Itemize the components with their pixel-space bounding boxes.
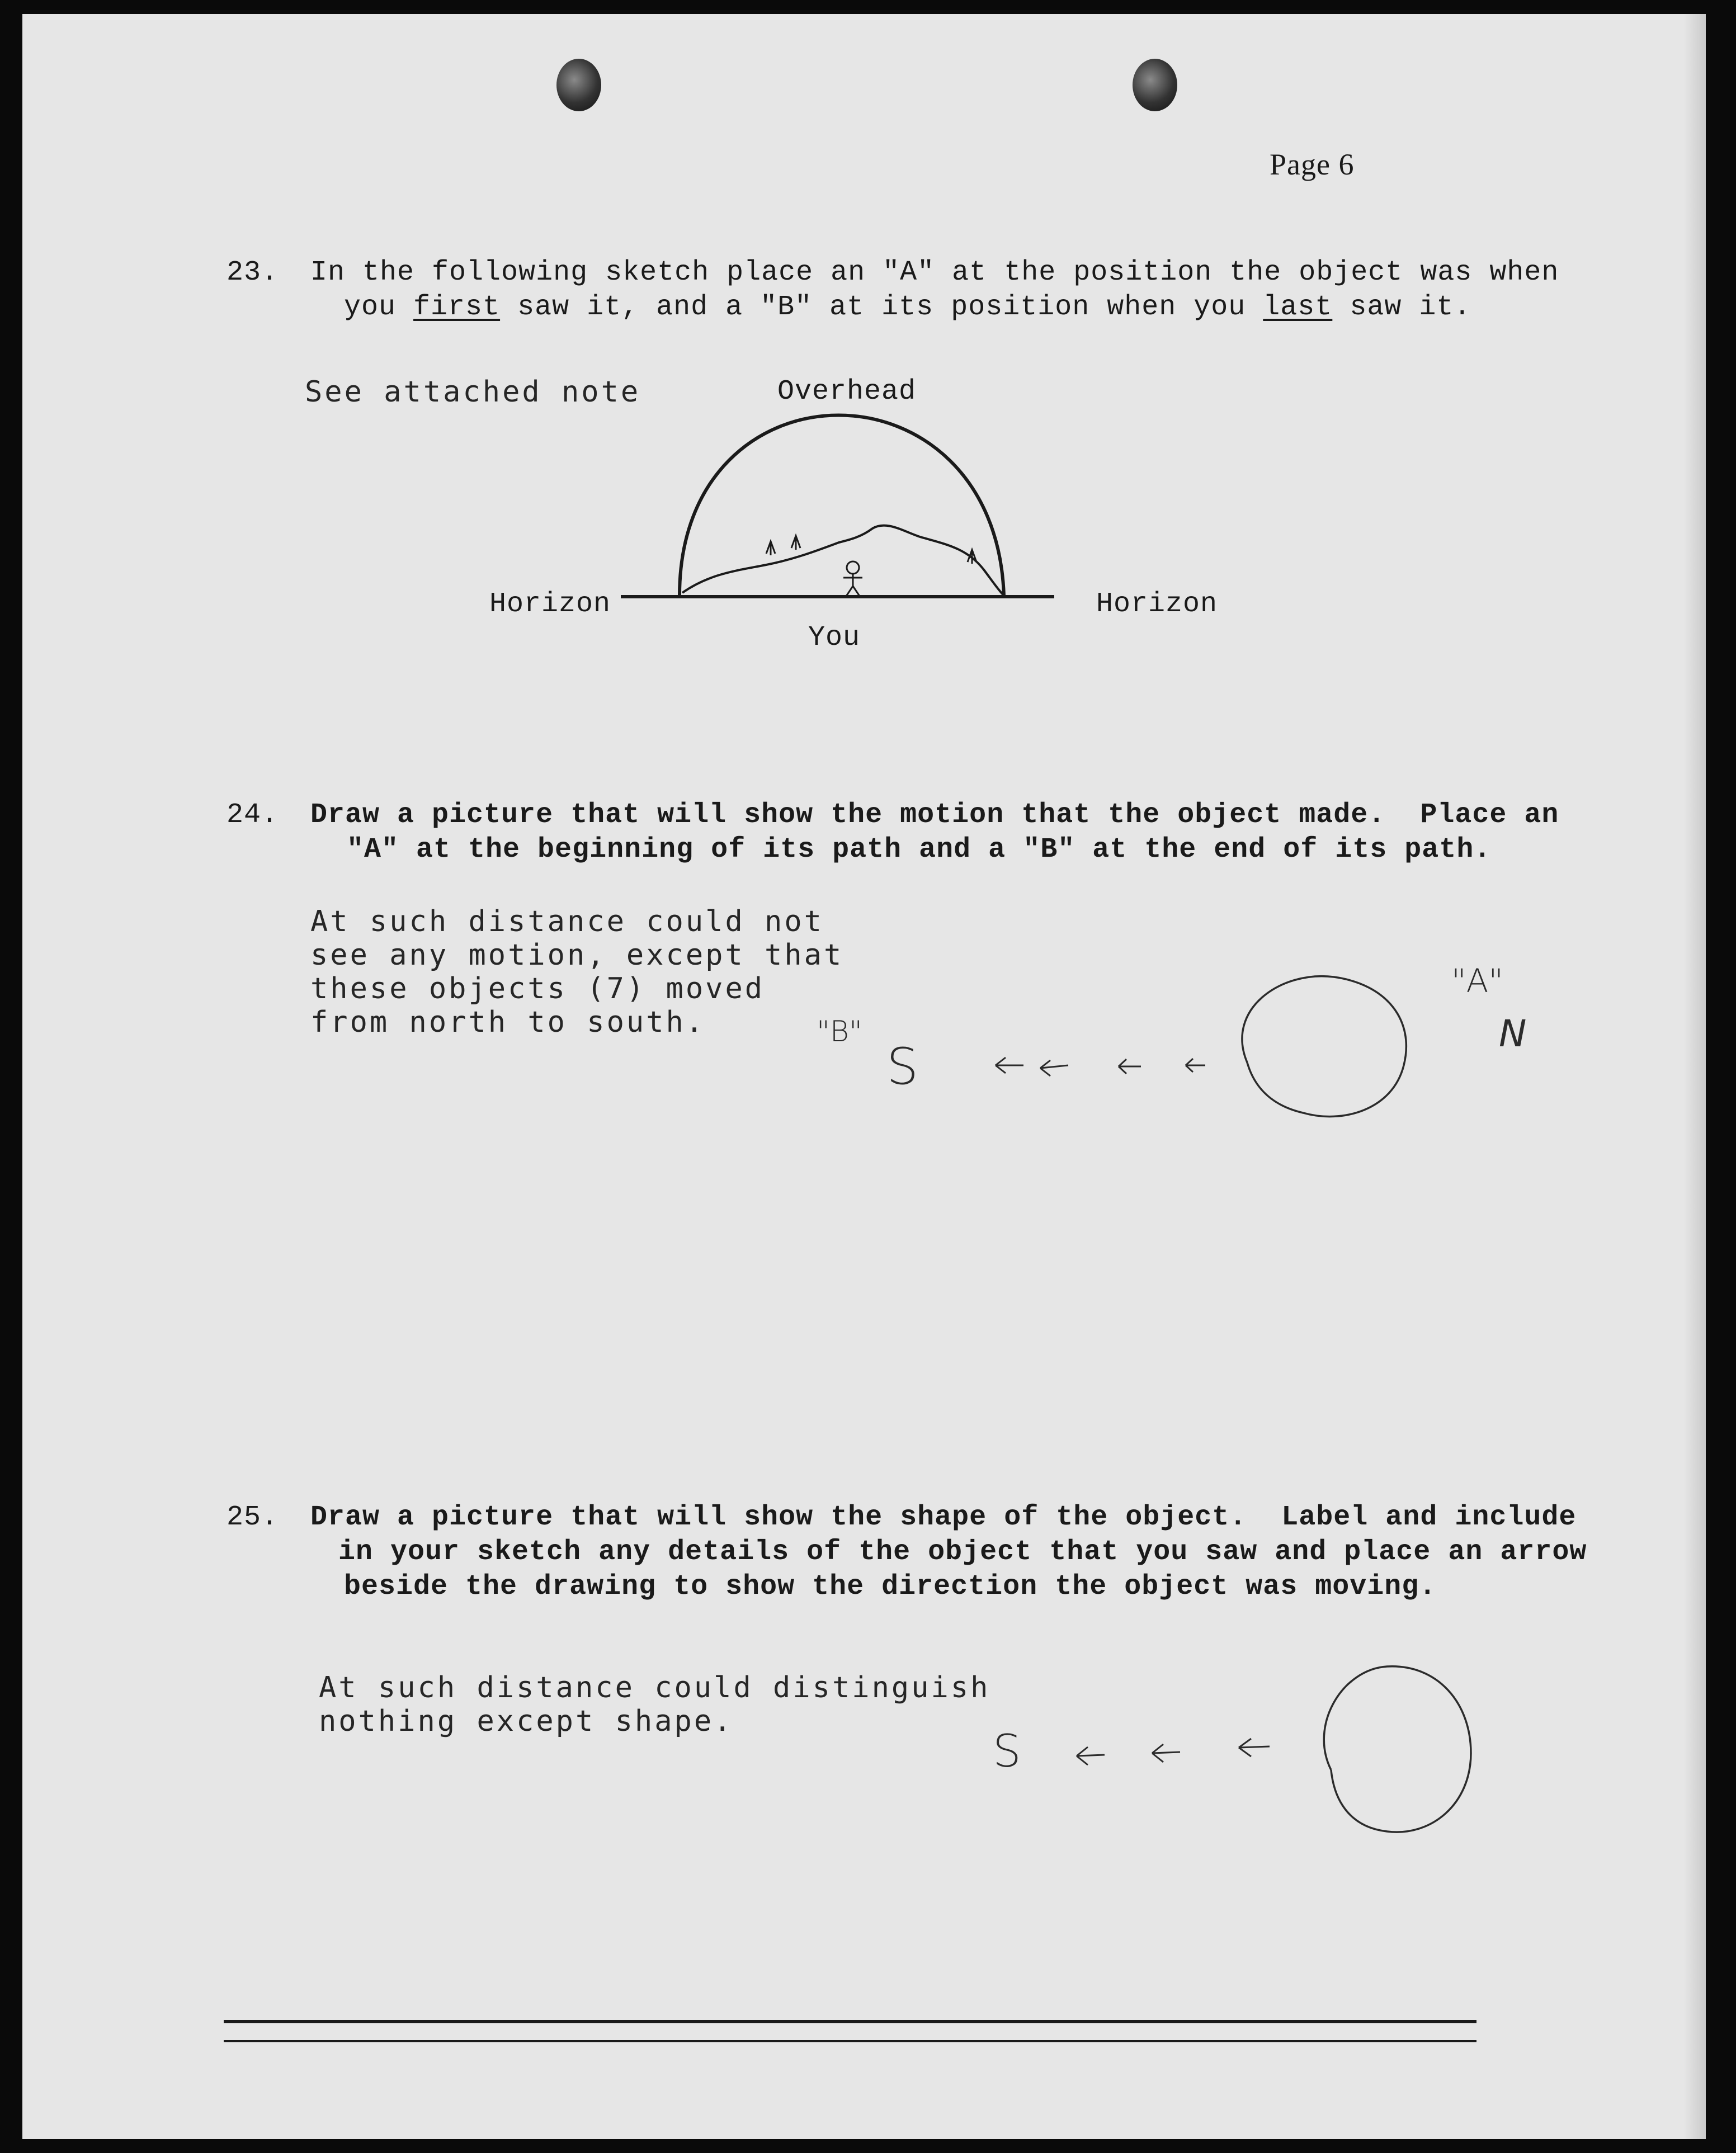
q25-number: 25. [227,1502,279,1533]
q25-shape-sketch [1077,1666,1471,1832]
q24-hand-label-a: "A" [1451,962,1504,1000]
arrow-2 [1152,1744,1180,1762]
q23-line-2-post: saw it. [1332,291,1471,323]
q24-arrows [996,1057,1205,1076]
sketch-horizon-left-label: Horizon [489,588,611,620]
q25-arrows [1077,1739,1270,1765]
q24-number: 24. [227,799,279,831]
tree-marks [766,536,976,564]
q24-answer-line-1: At such distance could not [310,905,824,938]
sketch-you-label: You [808,622,861,654]
q24-motion-sketch [996,976,1406,1117]
arrow-4 [1186,1059,1205,1072]
q24-hand-label-s: S [886,1037,919,1096]
sketch-horizon-right-label: Horizon [1096,588,1218,620]
q24-line-1: Draw a picture that will show the motion that the object made. Place an [310,799,1559,831]
q23-line-2-mid: saw it, and a "B" at its position when you [500,291,1263,323]
q25-line-3: beside the drawing to show the direction the object was moving. [344,1571,1437,1603]
q25-object-circle [1324,1666,1471,1832]
drawings-layer [22,14,1706,2139]
sketch-overhead-label: Overhead [777,376,917,408]
q23-word-last: last [1263,291,1333,323]
q24-answer-line-4: from north to south. [310,1005,706,1039]
q23-line-2-pre: you [344,291,414,323]
page-number: Page 6 [1270,148,1355,181]
mountain-ridge [682,526,1004,596]
q25-line-2: in your sketch any details of the object that you saw and place an arrow [338,1536,1587,1568]
q24-object-circle [1242,976,1406,1117]
q23-line-1: In the following sketch place an "A" at the position the object was when [310,257,1559,289]
arrow-1 [996,1057,1023,1073]
q25-hand-label-s: S [993,1725,1021,1777]
q25-line-1: Draw a picture that will show the shape of the object. Label and include [310,1502,1577,1533]
q24-hand-label-n: N [1499,1012,1527,1055]
q24-answer-line-3: these objects (7) moved [310,972,765,1005]
q24-answer-line-2: see any motion, except that [310,938,844,972]
stick-figure-you [843,561,862,596]
arrow-3 [1239,1739,1270,1757]
q25-answer-line-2: nothing except shape. [319,1705,734,1738]
q24-hand-label-b: "B" [817,1015,862,1049]
q25-answer-line-1: At such distance could distinguish [319,1671,990,1705]
dome-arc [680,416,1004,596]
q24-line-2: "A" at the beginning of its path and a "B" at the end of its path. [347,834,1492,866]
q23-attached-note: See attached note [305,375,641,409]
q23-number: 23. [227,257,279,289]
arrow-1 [1077,1747,1105,1765]
document-page [22,14,1706,2139]
arrow-2 [1040,1060,1068,1076]
q23-word-first: first [413,291,501,323]
arrow-3 [1119,1059,1141,1074]
sky-dome-sketch [621,416,1054,597]
